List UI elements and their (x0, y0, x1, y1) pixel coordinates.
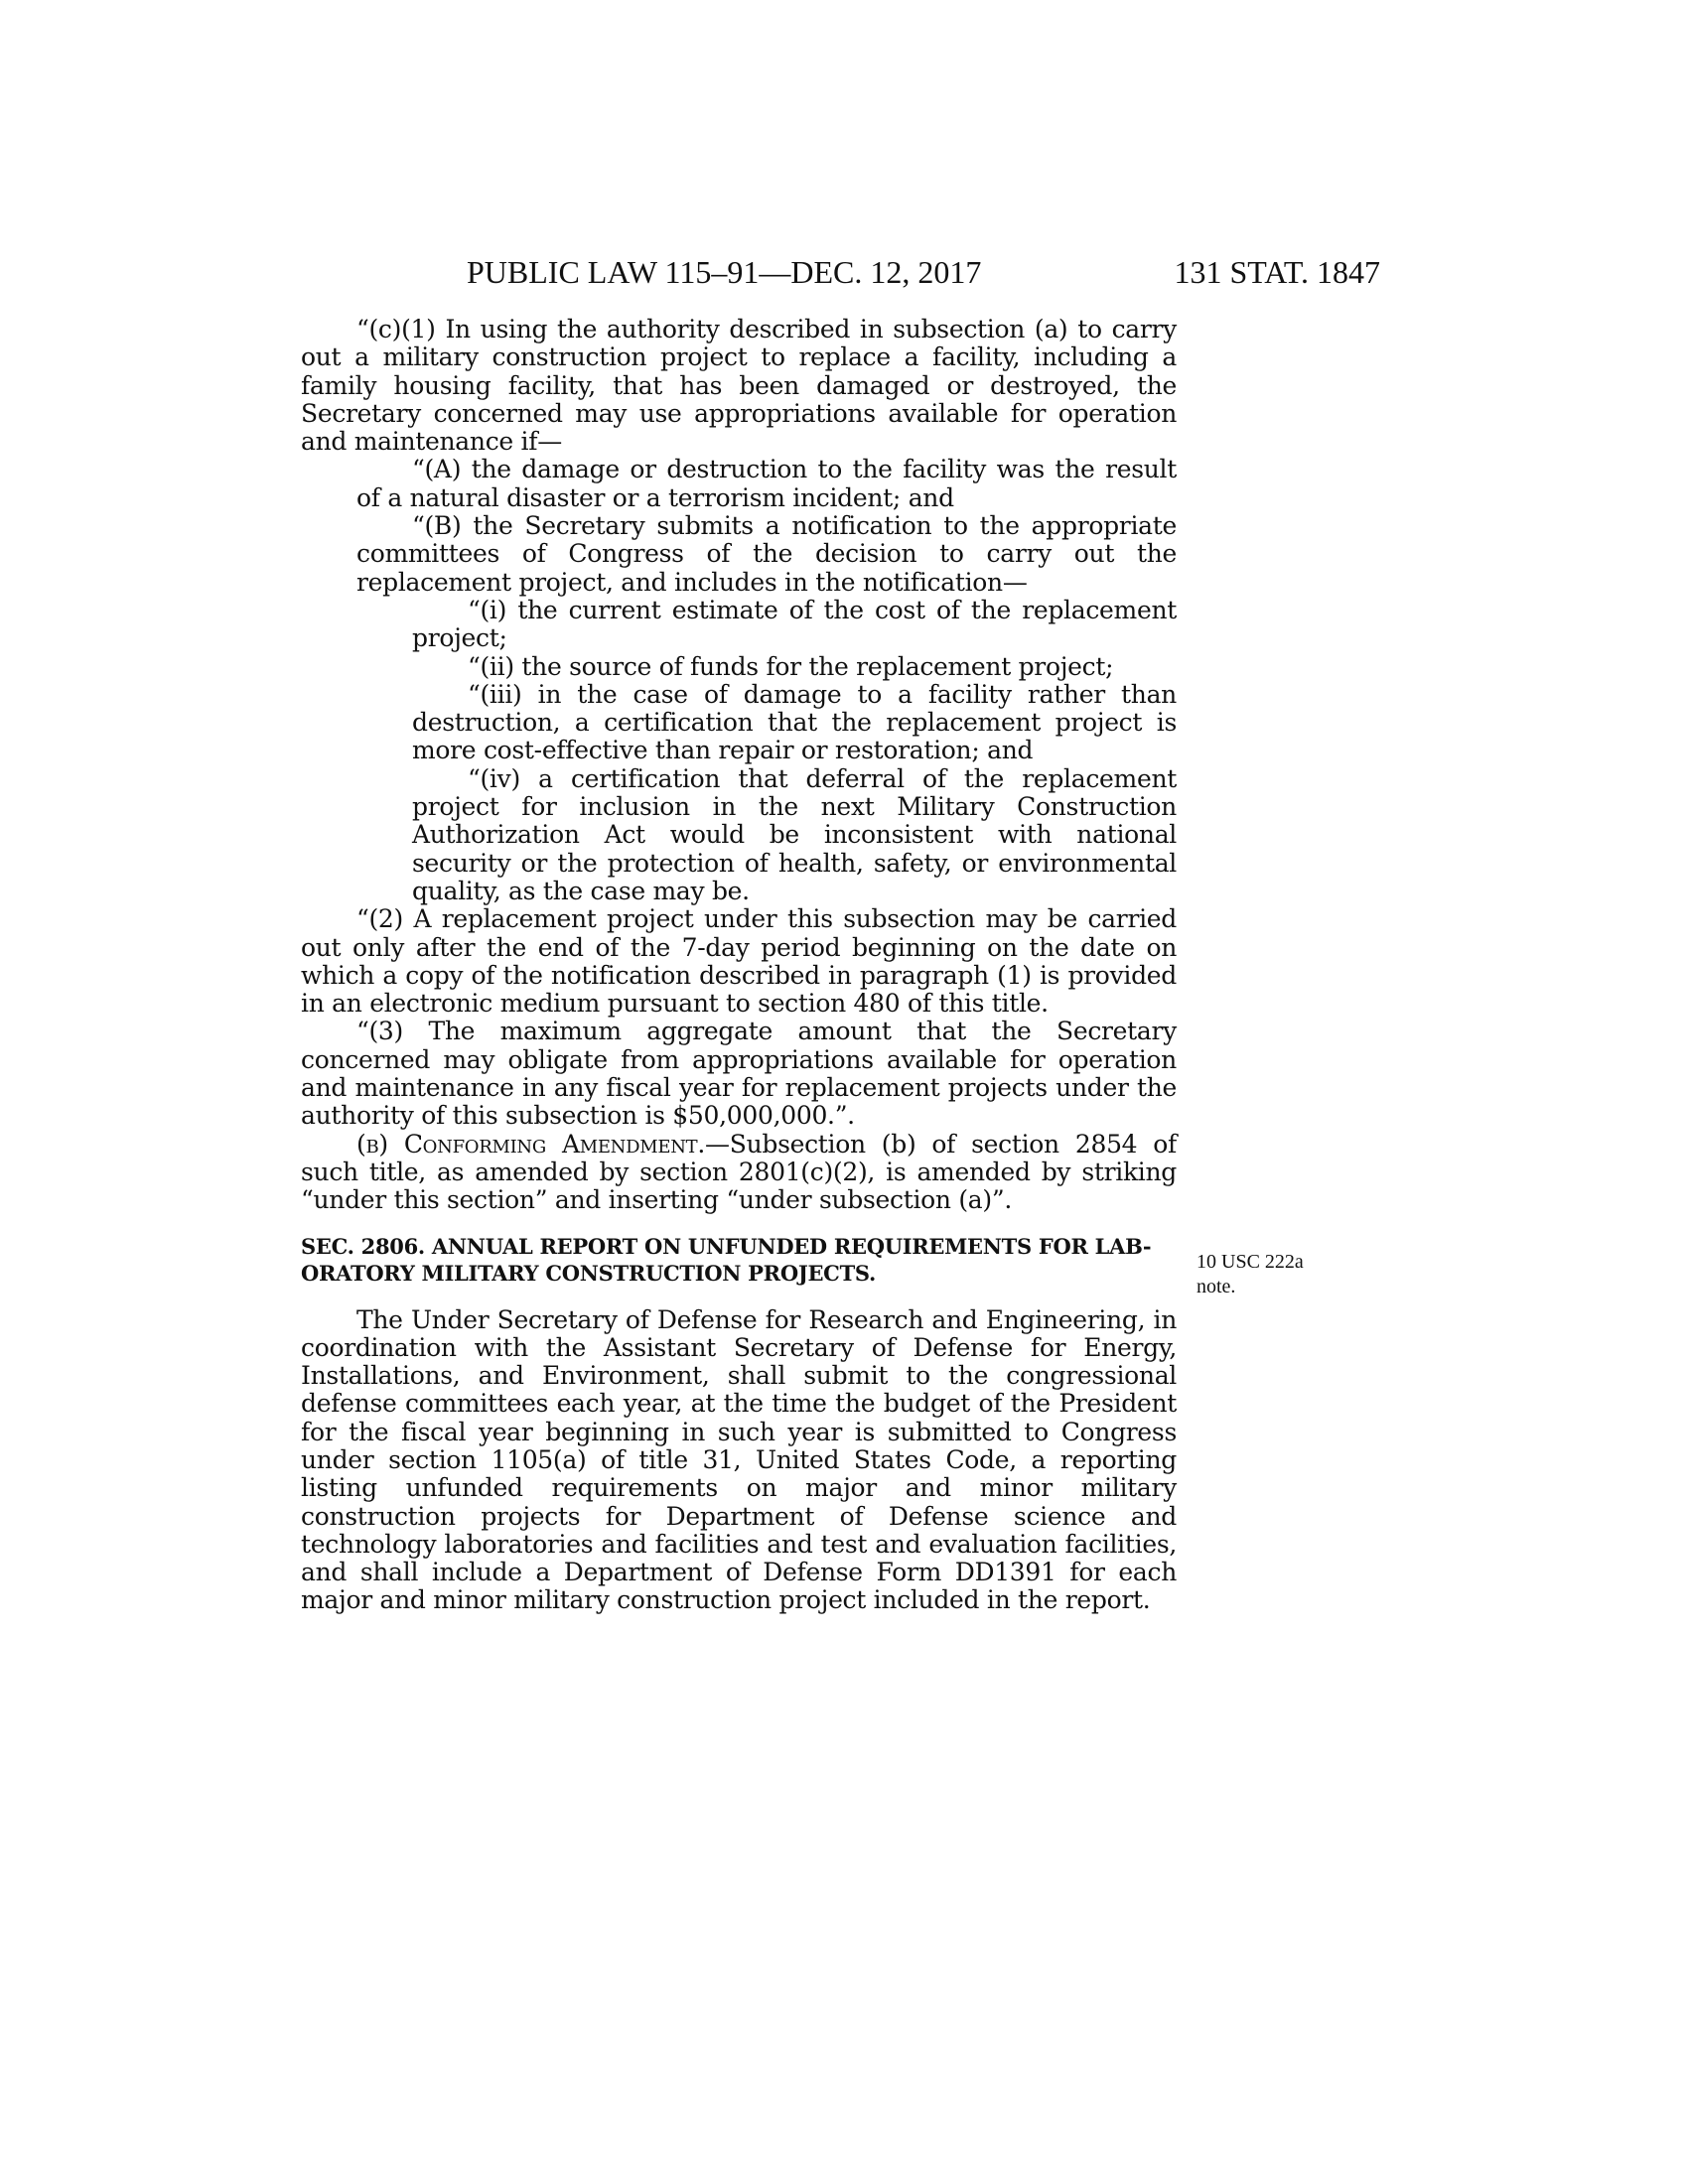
margin-note-label: note. (1196, 1276, 1236, 1297)
clause-iii-text: “(iii) in the case of damage to a facility rather than destruction, a certification that the replacement project is more cost-effective than repair or restoration; and (412, 679, 1177, 765)
conforming-amendment-text: —Subsection (b) of section 2854 of such title, as amended by section 2801(c)(2), is amended by striking “under this section” and inserting “under subsection (a)”. (301, 1129, 1178, 1215)
conforming-amendment-label: (b) Conforming Amendment. (356, 1129, 706, 1159)
statute-page-number: 131 STAT. 1847 (1174, 254, 1380, 290)
clause-ii (301, 653, 1177, 681)
page-header (298, 254, 1380, 298)
paragraph-c2: “(2) A replacement project under this subsection may be carried out only after the end of the 7-day period beginning on the date on which a copy of the notification described in paragraph (1) is provided in an electronic medium pursuant to section 480 of this title. (301, 904, 1177, 1019)
section-2806-text: The Under Secretary of Defense for Research and Engineering, in coordination with the Assistant Secretary of Defense for Energy, Installations, and Environment, shall submit to the congressional defense committees each year, at the time the budget of the President for the fiscal year beginning in such year is submitted to Congress under section 1105(a) of title 31, United States Code, a reporting listing unfunded requirements on major and minor military construction projects for Department of Defense science and technology laboratories and facilities and test and evaluation facilities, and shall include a Department of Defense Form DD1391 for each major and minor military construction project included in the report. (301, 1304, 1177, 1615)
paragraph-cA (301, 456, 1177, 512)
running-title: PUBLIC LAW 115–91—DEC. 12, 2017 (467, 254, 982, 290)
section-heading (301, 1233, 1177, 1287)
page-body (301, 316, 1177, 1615)
clause-iv (301, 765, 1177, 905)
clause-ii-text: “(ii) the source of funds for the replacement project; (468, 651, 1114, 681)
paragraph-cB (301, 512, 1177, 597)
paragraph-c1: “(c)(1) In using the authority described in subsection (a) to carry out a military construction project to replace a facility, including a family housing facility, that has been damaged or destroyed, the Secretary concerned may use appropriations available for operation and maintenance if— (301, 315, 1177, 457)
paragraph-cB-text: “(B) the Secretary submits a notification to the appropriate committees of Congress of the decision to carry out the replacement project, and includes in the notification— (356, 511, 1177, 597)
section-heading-line2: ORATORY MILITARY CONSTRUCTION PROJECTS. (301, 1260, 877, 1286)
paragraph-c3: “(3) The maximum aggregate amount that the Secretary concerned may obligate from appropriations available for operation and maintenance in any fiscal year for replacement projects under the authority of this subsection is $50,000,000.”. (301, 1017, 1177, 1131)
section-heading-line1: SEC. 2806. ANNUAL REPORT ON UNFUNDED REQUIREMENTS FOR LAB- (301, 1233, 1152, 1259)
margin-note-citation: 10 USC 222a (1196, 1251, 1304, 1273)
margin-note (1196, 1250, 1355, 1299)
clause-iv-text: “(iv) a certification that deferral of the replacement project for inclusion in the next Military Construction Authorization Act would be inconsistent with national security or the protection of health, safety, or environmental quality, as the case may be. (412, 763, 1177, 905)
clause-i-text: “(i) the current estimate of the cost of the replacement project; (412, 595, 1177, 653)
paragraph-cA-text: “(A) the damage or destruction to the facility was the result of a natural disaster or a terrorism incident; and (356, 455, 1177, 512)
clause-i (301, 597, 1177, 653)
paragraph-b (301, 1131, 1177, 1215)
clause-iii (301, 681, 1177, 765)
